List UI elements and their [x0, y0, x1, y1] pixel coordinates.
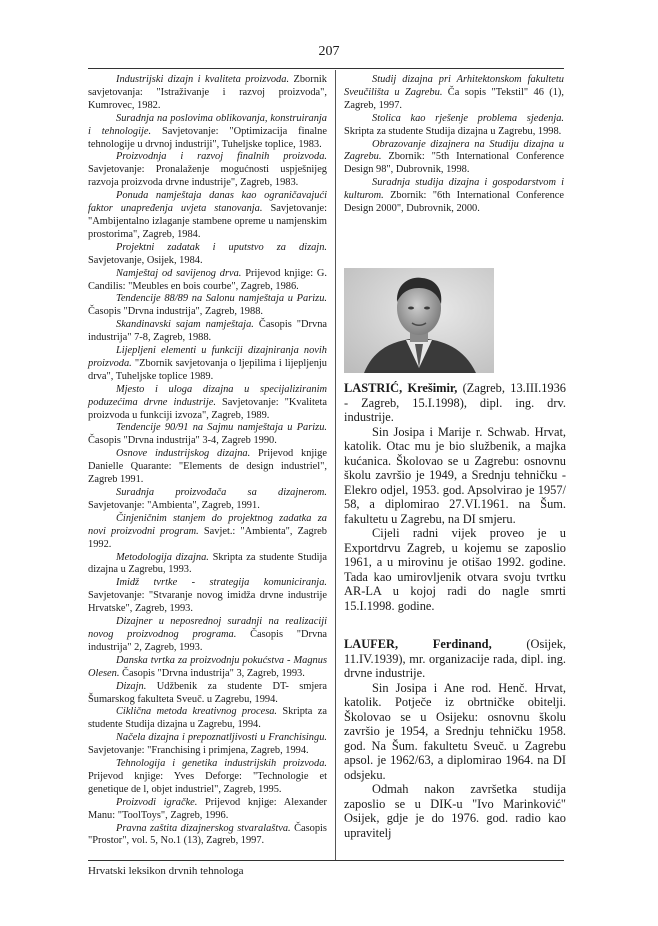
reference-title: Proizvodnja i razvoj finalnih proizvoda.	[116, 151, 327, 163]
footer-title: Hrvatski leksikon drvnih tehnologa	[88, 865, 244, 877]
reference-details: Časopis "Drvna industrija" 3, Zagreb, 1993.	[119, 667, 305, 679]
column-divider	[335, 70, 336, 860]
reference-entry	[88, 797, 327, 823]
reference-title: Ponuda namještaja danas kao ograničavajući faktor unapređenja uvjeta stanovanja.	[88, 190, 327, 215]
reference-title: Suradnja na poslovima oblikovanja, konstruiranja i tehnologije.	[88, 112, 327, 137]
reference-entry	[344, 139, 564, 178]
biography-header: (Zagreb, 13.III.1936 - Zagreb, 15.I.1998), dipl. ing. drv. industrije.	[344, 381, 566, 424]
reference-details: Savjetovanje: "Ambienta", Zagreb, 1991.	[88, 499, 260, 511]
biography-laufer	[344, 637, 566, 840]
reference-details: Skripta za studente Studija dizajna u Zagrebu, 1994.	[88, 706, 327, 731]
reference-details: Savjetovanje: "Franchising i primjena, Zagreb, 1994.	[88, 745, 309, 757]
reference-title: Skandinavski sajam namještaja.	[116, 319, 254, 331]
reference-entry	[88, 681, 327, 707]
footer-rule	[88, 860, 564, 861]
reference-title: Tendencije 88/89 na Salonu namještaja u Parizu.	[116, 293, 327, 305]
reference-entry	[88, 345, 327, 384]
reference-details: Prijevod knjige: Alexander Manu: "ToolToys", Zagreb, 1996.	[88, 796, 327, 821]
biography-name: LAUFER, Ferdinand,	[344, 637, 492, 651]
reference-details: Skripta za studente Studija dizajna u Zagrebu, 1998.	[344, 125, 562, 137]
reference-details: Zbornik: "6th International Conference Design 2000", Dubrovnik, 2000.	[344, 190, 564, 215]
reference-title: Obrazovanje dizajnera na Studiju dizajna u Zagrebu.	[344, 138, 564, 163]
biography-paragraph: Cijeli radni vijek proveo je u Exportdrvu Zagreb, u kojemu se zaposlio 1961, a u mirovinu je otišao 1992. godine. Tada kao umirovljenik otvara svoju tvrtku AR-LA u kojoj radi do nagle smrti 15.I.1998. godine.	[344, 526, 566, 613]
header-rule	[88, 68, 564, 69]
reference-entry	[88, 732, 327, 758]
reference-details: Udžbenik za studente DT- smjera Šumarskog fakulteta Sveuč. u Zagrebu, 1994.	[88, 680, 327, 705]
right-column-references	[344, 74, 564, 216]
reference-title: Metodologija dizajna.	[116, 551, 209, 563]
reference-entry	[88, 758, 327, 797]
reference-entry	[88, 242, 327, 268]
reference-entry	[88, 190, 327, 242]
reference-details: "Zbornik savjetovanja o ljepilima i lijepljenju drva", Tuheljske toplice 1989.	[88, 357, 327, 382]
reference-entry	[344, 113, 564, 139]
reference-title: Stolica kao rješenje problema sjedenja.	[372, 112, 564, 124]
reference-entry	[88, 448, 327, 487]
biography-lastric	[344, 381, 566, 613]
reference-title: Studij dizajna pri Arhitektonskom fakultetu Sveučilišta u Zagrebu.	[344, 74, 564, 98]
reference-details: Savjetovanje: "Ambijentalno izlaganje stambene opreme u namjenskim prostorima", Zagreb, 1984.	[88, 203, 327, 240]
page-number: 207	[318, 44, 340, 59]
reference-details: Časopis "Drvna industrija" 7-8, Zagreb, 1988.	[88, 319, 328, 344]
reference-entry	[344, 74, 564, 113]
reference-entry	[88, 577, 327, 616]
reference-title: Ciklična metoda kreativnog procesa.	[116, 706, 278, 718]
reference-entry	[88, 74, 327, 113]
reference-entry	[88, 616, 327, 655]
reference-details: Savjetovanje: "Optimizacija finalne tehnologije u drvnoj industriji", Tuheljske toplice, 1983.	[88, 125, 327, 150]
reference-entry	[88, 487, 327, 513]
reference-entry	[88, 422, 327, 448]
reference-entry	[344, 177, 564, 216]
reference-title: Industrijski dizajn i kvaliteta proizvoda.	[116, 74, 290, 85]
reference-details: Zbornik savjetovanja: "Istraživanje i razvoj proizvoda", Kumrovec, 1982.	[88, 74, 327, 111]
reference-title: Lijepljeni elementi u funkciji dizajniranja novih proizvoda.	[88, 345, 327, 369]
reference-title: Namještaj od savijenog drva.	[116, 267, 242, 279]
reference-title: Osnove industrijskog dizajna.	[116, 448, 251, 460]
reference-title: Načela dizajna i prepoznatljivosti u Franchisingu.	[116, 732, 327, 744]
portrait-image	[344, 268, 494, 373]
biography-name: LASTRIĆ, Krešimir,	[344, 381, 458, 395]
reference-details: Prijevod knjige: Yves Deforge: "Technologie et genetique de l, objet industriel", Zagreb, 1995.	[88, 770, 327, 795]
reference-entry	[88, 293, 327, 319]
reference-details: Savjetovanje: "Stvaranje novog imidža drvne industrije Hrvatske", Zagreb, 1993.	[88, 590, 327, 615]
reference-details: Savjetovanje: Pronalaženje mogućnosti uspješnijeg razvoja proizvoda drvne industrije", Zagreb, 1983.	[88, 164, 327, 189]
reference-details: Savjetovanje: "Kvaliteta proizvoda u funkciji izvoza", Zagreb, 1989.	[88, 396, 327, 421]
reference-title: Suradnja proizvođača sa dizajnerom.	[116, 487, 327, 498]
reference-entry	[88, 151, 327, 190]
biography-paragraph: Sin Josipa i Ane rod. Henč. Hrvat, katolik. Potječe iz obrtničke obitelji. Školovao se u Osijeku: osnovnu školu završio je 1954, a Srednju tehničku 1958. god. Na Šum. fakultetu Sveuč. u Zagrebu apsol. je 1962/63, a diplomirao 1964. na DI odsjeku.	[344, 680, 566, 782]
reference-details: Časopis "Prostor", vol. 5, No.1 (13), Zagreb, 1997.	[88, 822, 327, 847]
reference-details: Savjet.: "Ambienta", Zagreb 1992.	[88, 525, 327, 550]
reference-title: Tendencije 90/91 na Sajmu namještaja u Parizu.	[116, 422, 327, 434]
reference-details: Časopis "Drvna industrija" 2, Zagreb, 1993.	[88, 628, 327, 653]
reference-title: Pravna zaštita dizajnerskog stvaralaštva.	[116, 822, 291, 834]
reference-title: Tehnologija i genetika industrijskih proizvoda.	[116, 758, 327, 770]
biography-header: (Osijek, 11.IV.1939), mr. organizacije rada, dipl. ing. drvne industrije.	[344, 637, 566, 680]
reference-entry	[88, 384, 327, 423]
reference-title: Mjesto i uloga dizajna u specijaliziranim poduzećima drvne industrije.	[88, 383, 327, 408]
reference-details: Skripta za studente Studija dizajna u Zagrebu, 1993.	[88, 551, 328, 576]
reference-details: Ča sopis "Tekstil" 46 (1), Zagreb, 1997.	[344, 86, 564, 111]
reference-details: Zbornik: "5th International Conference Design 98", Dubrovnik, 1998.	[344, 151, 564, 176]
reference-title: Dizajn.	[116, 680, 147, 692]
reference-title: Dizajner u neposrednoj suradnji na realizaciji novog proizvodnog programa.	[88, 616, 327, 640]
reference-title: Činjeničnim stanjem do projektnog zadatka za novi proizvodni program.	[88, 512, 327, 537]
reference-entry	[88, 319, 327, 345]
reference-entry	[88, 706, 327, 732]
reference-details: Prijevod knjige Danielle Quarante: "Elements de design industriel", Zagreb 1991.	[88, 448, 327, 486]
reference-entry	[88, 268, 327, 294]
reference-entry	[88, 655, 327, 681]
reference-entry	[88, 113, 327, 152]
reference-entry	[88, 513, 327, 552]
reference-details: Prijevod knjige: G. Candilis: "Meubles en bois courbe", Zagreb, 1986.	[88, 267, 328, 292]
reference-title: Danska tvrtka za proizvodnju pokućstva - Magnus Olesen.	[88, 654, 327, 679]
reference-entry	[88, 823, 327, 849]
reference-title: Suradnja studija dizajna i gospodarstvom i kulturom.	[344, 177, 564, 202]
reference-details: Savjetovanje, Osijek, 1984.	[88, 254, 203, 266]
biography-paragraph: Sin Josipa i Marije r. Schwab. Hrvat, katolik. Otac mu je bio službenik, a majka kućanica. Školovao se u Zagrebu: osnovnu školu završio je 1949, a Srednju tehničku - Elekro odjel, 1953. god. Apsolvirao je 1957/ 58, a diplomirao 27.VI.1961. na Šum. fakultetu u Zagrebu, na DI smjeru.	[344, 424, 566, 526]
reference-details: Časopis "Drvna industrija", Zagreb, 1988.	[88, 306, 263, 318]
portrait-photo	[344, 268, 494, 373]
left-column	[88, 74, 327, 848]
reference-entry	[88, 552, 327, 578]
reference-details: Časopis "Drvna industrija" 3-4, Zagreb 1990.	[88, 435, 277, 447]
reference-title: Proizvodi igračke.	[116, 796, 198, 808]
reference-title: Projektni zadatak i uputstvo za dizajn.	[116, 241, 327, 253]
biography-paragraph: Odmah nakon završetka studija zaposlio se u DIK-u "Ivo Marinković" Osijek, gdje je do 1976. god. radio kao upravitelj	[344, 782, 566, 840]
reference-title: Imidž tvrtke - strategija komuniciranja.	[116, 577, 327, 589]
